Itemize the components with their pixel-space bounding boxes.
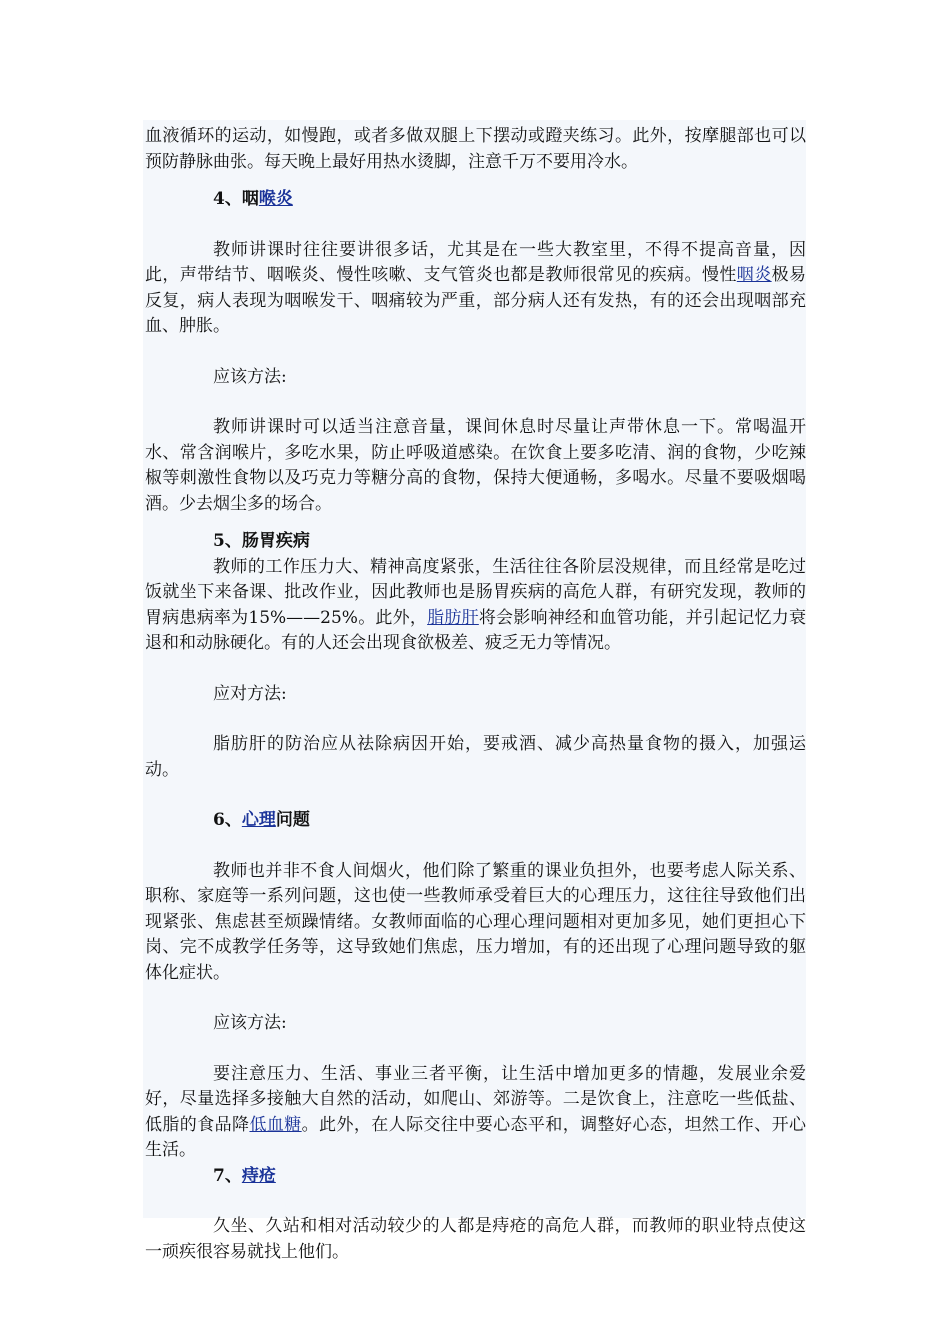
article-body bbox=[143, 120, 807, 1262]
link-hypoglycemia[interactable]: 低血糖 bbox=[249, 1114, 302, 1135]
section-heading-5: 5、肠胃疾病 bbox=[213, 531, 310, 551]
link-laryngitis[interactable]: 喉炎 bbox=[258, 189, 293, 209]
link-hemorrhoids[interactable]: 痔疮 bbox=[241, 1165, 276, 1186]
method-label-5: 应对方法: bbox=[213, 683, 287, 704]
link-psychology[interactable]: 心理 bbox=[241, 810, 276, 830]
section-heading-6: 6、心理问题 bbox=[213, 810, 310, 830]
section-heading-7: 7、痔疮 bbox=[213, 1165, 276, 1186]
method-label-4: 应该方法: bbox=[213, 366, 287, 387]
link-pharyngitis[interactable]: 咽炎 bbox=[736, 265, 772, 285]
section-heading-4: 4、咽喉炎 bbox=[213, 189, 293, 209]
link-fatty-liver[interactable]: 脂肪肝 bbox=[427, 607, 479, 628]
method-label-6: 应该方法: bbox=[213, 1013, 287, 1033]
paragraph-pharyngitis: 教师讲课时往往要讲很多话，尤其是在一些大教室里，不得不提高音量，因此，声带结节、咽喉炎、慢性咳嗽、支气管炎也都是教师很常见的疾病。慢性咽炎极易反复，病人表现为咽喉发干、咽痛较为严重，部分病人还有发热，有的还会出现咽部充血、肿胀。 bbox=[145, 239, 807, 336]
paragraph-hemorrhoids: 久坐、久站和相对活动较少的人都是痔疮的高危人群，而教师的职业特点使这一顽疾很容易就找上他们。 bbox=[145, 1216, 806, 1262]
paragraph-gastro: 教师的工作压力大、精神高度紧张，生活往往各阶层没规律，而且经常是吃过饭就坐下来备课、批改作业，因此教师也是肠胃疾病的高危人群，有研究发现，教师的胃病患病率为15%——25%。此外，脂肪肝将会影响神经和血管功能，并引起记忆力衰退和和动脉硬化。有的人还会出现食欲极差、疲乏无力等情况。 bbox=[145, 556, 807, 653]
paragraph-pharyngitis-method: 教师讲课时可以适当注意音量，课间休息时尽量让声带休息一下。常喝温开水、常含润喉片，多吃水果，防止呼吸道感染。在饮食上要多吃清、润的食物，少吃辣椒等刺激性食物以及巧克力等糖分高的食物，保持大便通畅，多喝水。尽量不要吸烟喝酒。少去烟尘多的场合。 bbox=[145, 417, 806, 514]
paragraph-psychology-method: 要注意压力、生活、事业三者平衡，让生活中增加更多的情趣，发展业余爱好，尽量选择多接触大自然的活动，如爬山、郊游等。二是饮食上，注意吃一些低盐、低脂的食品降低血糖。此外，在人际交往中要心态平和，调整好心态，坦然工作、开心生活。 bbox=[145, 1063, 807, 1160]
paragraph-varicose-tail: 血液循环的运动，如慢跑，或者多做双腿上下摆动或蹬夹练习。此外，按摩腿部也可以预防静脉曲张。每天晚上最好用热水烫脚，注意千万不要用冷水。 bbox=[145, 126, 806, 172]
paragraph-psychology: 教师也并非不食人间烟火，他们除了繁重的课业负担外，也要考虑人际关系、职称、家庭等一系列问题，这也使一些教师承受着巨大的心理压力，这往往导致他们出现紧张、焦虑甚至烦躁情绪。女教师面临的心理心理问题相对更加多见，她们更担心下岗、完不成教学任务等，这导致她们焦虑，压力增加，有的还出现了心理问题导致的躯体化症状。 bbox=[145, 860, 806, 983]
paragraph-gastro-method: 脂肪肝的防治应从祛除病因开始，要戒酒、减少高热量食物的摄入，加强运动。 bbox=[145, 734, 806, 780]
